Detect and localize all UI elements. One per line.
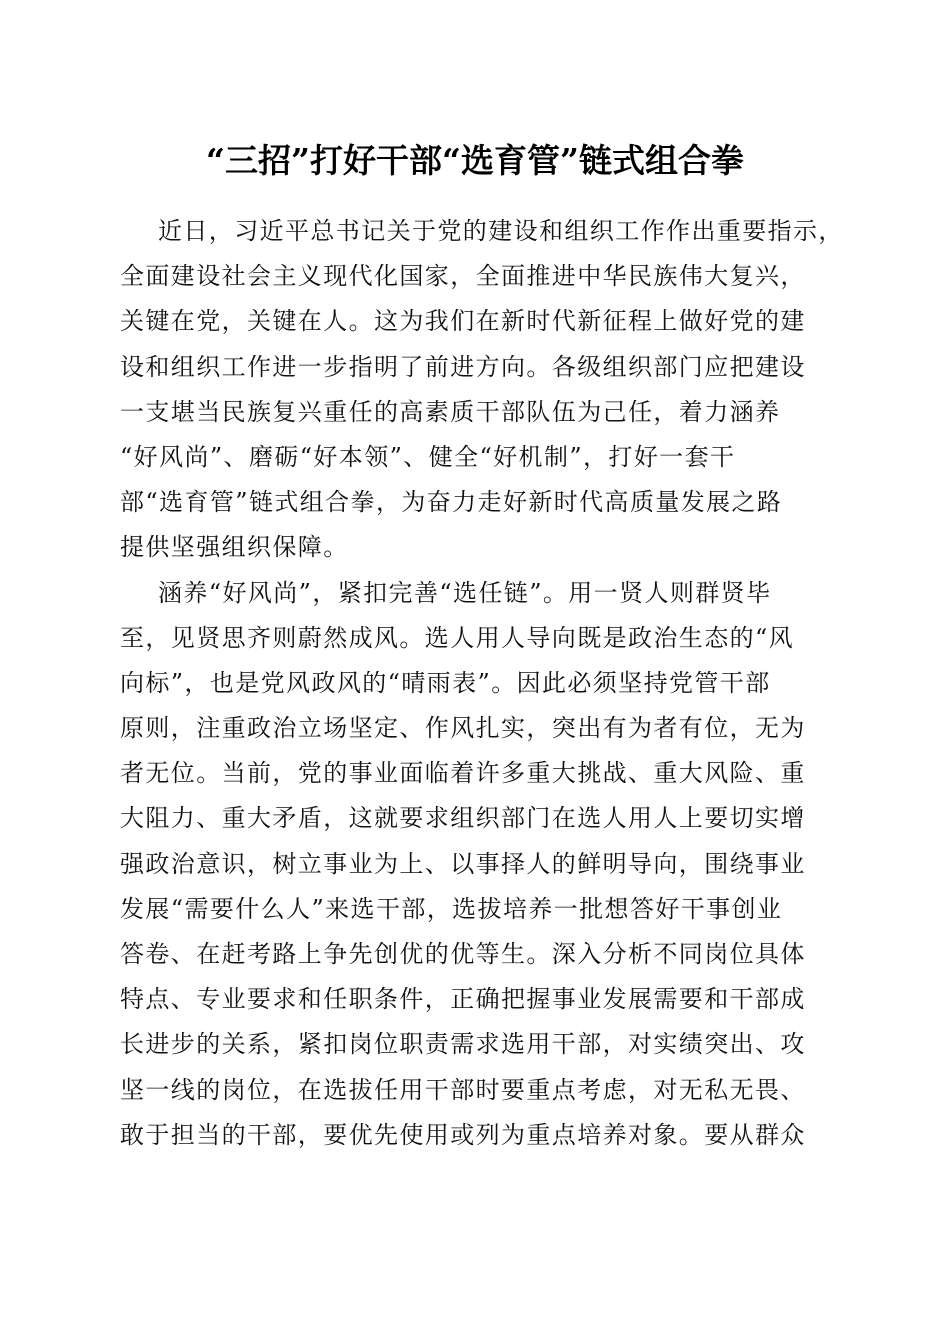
paragraph-line: 设和组织工作进一步指明了前进方向。各级组织部门应把建设 <box>120 352 806 381</box>
paragraph-line: 特点、专业要求和任职条件，正确把握事业发展需要和干部成 <box>120 985 806 1014</box>
paragraph-line: 大阻力、重大矛盾，这就要求组织部门在选人用人上要切实增 <box>120 804 806 833</box>
paragraph-line: 提供坚强组织保障。 <box>120 533 349 562</box>
paragraph-line: 坚一线的岗位，在选拔任用干部时要重点考虑，对无私无畏、 <box>120 1075 806 1104</box>
paragraph-line: 强政治意识，树立事业为上、以事择人的鲜明导向，围绕事业 <box>120 849 806 878</box>
paragraph-line: 至，见贤思齐则蔚然成风。选人用人导向既是政治生态的“风 <box>120 623 795 652</box>
paragraph-2 <box>120 571 830 1158</box>
paragraph-line: 原则，注重政治立场坚定、作风扎实，突出有为者有位，无为 <box>120 714 806 743</box>
paragraph-line: 长进步的关系，紧扣岗位职责需求选用干部，对实绩突出、攻 <box>120 1030 806 1059</box>
paragraph-line: “好风尚”、磨砺“好本领”、健全“好机制”，打好一套干 <box>120 442 736 471</box>
paragraph-line: 向标”，也是党风政风的“晴雨表”。因此必须坚持党管干部 <box>120 668 771 697</box>
paragraph-line: 敢于担当的干部，要优先使用或列为重点培养对象。要从群众 <box>120 1120 806 1149</box>
paragraph-line: 关键在党，关键在人。这为我们在新时代新征程上做好党的建 <box>120 307 806 336</box>
document-title: “三招”打好干部“选育管”链式组合拳 <box>206 141 744 180</box>
paragraph-line: 全面建设社会主义现代化国家，全面推进中华民族伟大复兴， <box>120 262 806 291</box>
paragraph-line: 部“选育管”链式组合拳，为奋力走好新时代高质量发展之路 <box>120 488 783 517</box>
paragraph-line: 答卷、在赶考路上争先创优的优等生。深入分析不同岗位具体 <box>120 940 806 968</box>
document-body <box>120 209 844 1158</box>
paragraph-line: 一支堪当民族复兴重任的高素质干部队伍为己任，着力涵养 <box>120 397 781 426</box>
paragraph-line: 近日，习近平总书记关于党的建设和组织工作作出重要指示， <box>158 217 844 245</box>
paragraph-line: 者无位。当前，党的事业面临着许多重大挑战、重大风险、重 <box>120 759 806 788</box>
paragraph-line: 发展“需要什么人”来选干部，选拔培养一批想答好干事创业 <box>120 894 783 923</box>
paragraph-line: 涵养“好风尚”，紧扣完善“选任链”。用一贤人则群贤毕 <box>158 578 772 607</box>
paragraph-1 <box>120 209 844 571</box>
